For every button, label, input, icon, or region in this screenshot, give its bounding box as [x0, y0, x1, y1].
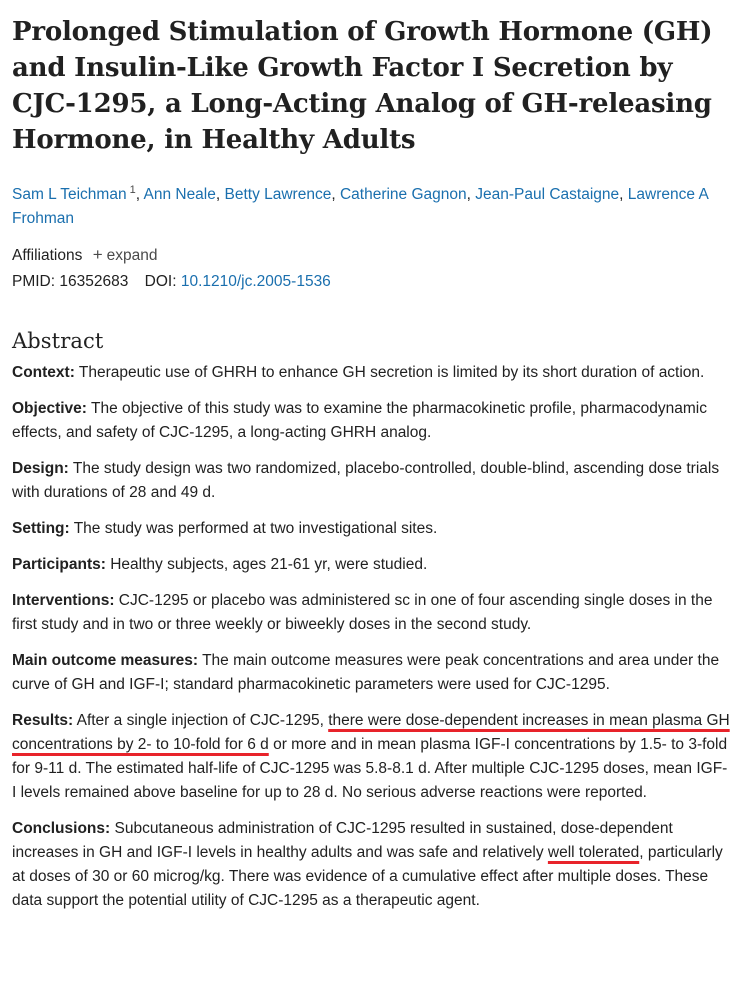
section-label: Results: [12, 712, 74, 729]
section-text: CJC-1295 or placebo was administered sc in one of four ascending single doses in the first study and in two or three weekly or biweekly doses in the second study. [12, 592, 713, 633]
abstract-body [12, 361, 730, 913]
affiliations-expand-button[interactable] [93, 247, 158, 264]
abstract-conclusions [12, 817, 730, 913]
section-text: The study design was two randomized, placebo-controlled, double-blind, ascending dose trials with durations of 28 and 49 d. [12, 460, 720, 501]
pmid-label: PMID: [12, 273, 56, 290]
abstract-setting [12, 517, 730, 541]
section-text: The study was performed at two investigational sites. [73, 520, 438, 537]
affiliation-sup[interactable]: 1 [129, 184, 136, 196]
section-text: , particularly at doses of 30 or 60 microg/kg. There was evidence of a cumulative effect after multiple doses. These data support the potential utility of CJC-1295 as a therapeutic agent. [12, 844, 723, 909]
abstract-heading: Abstract [12, 329, 104, 353]
author-link[interactable]: Ann Neale [143, 186, 216, 203]
author-link[interactable]: Catherine Gagnon [339, 186, 467, 203]
abstract-design [12, 457, 730, 505]
section-text: The objective of this study was to examine the pharmacokinetic profile, pharmacodynamic effects, and safety of CJC-1295, a long-acting GHRH analog. [12, 400, 707, 441]
section-label: Context: [12, 364, 75, 381]
section-label: Setting: [12, 520, 70, 537]
author-list: Sam L Teichman $^1$, Ann Neale, Betty Lawrence, Catherine Gagnon, Jean-Paul Castaigne, Lawrence A Frohman [12, 184, 708, 227]
section-text: The main outcome measures were peak concentrations and area under the curve of GH and IGF-I; standard pharmacokinetic parameters were used for CJC-1295. [12, 652, 720, 693]
plus-icon: + [92, 245, 103, 264]
author-link[interactable]: Betty Lawrence [224, 186, 332, 203]
expand-label: expand [106, 247, 158, 264]
author-link[interactable]: Sam L Teichman [12, 186, 127, 203]
section-label: Design: [12, 460, 69, 477]
doi-link[interactable]: 10.1210/jc.2005-1536 [180, 273, 331, 290]
affiliations-row [12, 244, 730, 267]
section-text: Healthy subjects, ages 21-61 yr, were studied. [110, 556, 428, 573]
identifiers-row [12, 271, 730, 293]
section-label: Participants: [12, 556, 106, 573]
section-text: or more and in mean plasma IGF-I concentrations by 1.5- to 3-fold for 9-11 d. The estimated half-life of CJC-1295 was 5.8-8.1 d. After multiple CJC-1295 doses, mean IGF-I levels remained above baseline for up to 28 d. No serious adverse reactions were reported. [12, 736, 728, 801]
section-label: Interventions: [12, 592, 115, 609]
section-label: Conclusions: [12, 820, 111, 837]
section-text: After a single injection of CJC-1295, [76, 712, 329, 729]
abstract-interventions [12, 589, 730, 637]
section-text: Therapeutic use of GHRH to enhance GH secretion is limited by its short duration of action. [78, 364, 705, 381]
pmid-value: 16352683 [59, 273, 129, 290]
red-underline-highlight: well tolerated [547, 844, 640, 861]
abstract-participants [12, 553, 730, 577]
red-underline-highlight: there were dose-dependent increases in mean plasma GH concentrations by 2- to 10-fold for 6 d [12, 712, 730, 753]
author-link[interactable]: Jean-Paul Castaigne [475, 186, 620, 203]
article-title: Prolonged Stimulation of Growth Hormone (GH) and Insulin-Like Growth Factor I Secretion by CJC-1295, a Long-Acting Analog of GH-releasing Hormone, in Healthy Adults [12, 17, 713, 155]
section-text: Subcutaneous administration of CJC-1295 resulted in sustained, dose-dependent increases in GH and IGF-I levels in healthy adults and was safe and relatively [12, 820, 673, 861]
article-page [0, 14, 740, 913]
abstract-outcome-measures [12, 649, 730, 697]
affiliations-label: Affiliations [12, 247, 83, 264]
doi-label: DOI: [144, 273, 177, 290]
abstract-context [12, 361, 730, 385]
section-label: Objective: [12, 400, 87, 417]
abstract-objective [12, 397, 730, 445]
author-link[interactable]: Lawrence A Frohman [12, 186, 708, 227]
section-label: Main outcome measures: [12, 652, 199, 669]
abstract-results [12, 709, 730, 805]
